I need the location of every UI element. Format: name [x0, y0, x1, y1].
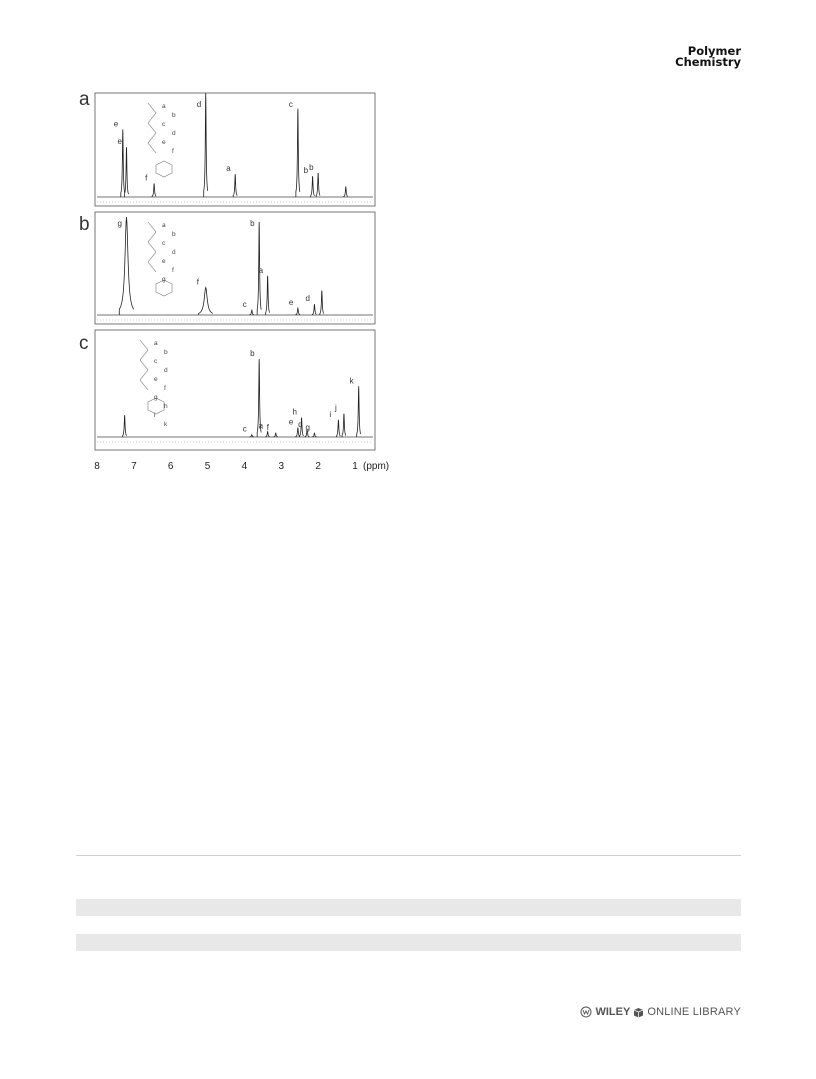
- panel-letter-a: a: [79, 89, 90, 110]
- structure-label-d: d: [172, 249, 176, 256]
- structure-backbone: [140, 340, 148, 390]
- axis-tick-7: 7: [131, 461, 137, 472]
- structure-label-c: c: [162, 240, 166, 247]
- spectrum-peak: [233, 174, 237, 197]
- structure-label-f: f: [164, 385, 166, 392]
- peak-label-a: a: [258, 265, 264, 275]
- spectrum-peak: [296, 109, 300, 197]
- spectrum-peak: [274, 433, 278, 437]
- structure-label-k: k: [164, 421, 168, 428]
- peak-label-b: b: [303, 166, 309, 176]
- peak-label-f: f: [266, 423, 269, 433]
- peak-label-a: a: [226, 164, 231, 174]
- structure-label-b: b: [172, 112, 176, 119]
- peak-label-c: c: [242, 424, 247, 434]
- panel-letter-c: c: [79, 333, 89, 354]
- peak-label-d: d: [196, 100, 202, 109]
- spectrum-peak: [250, 435, 254, 437]
- peak-label-f: f: [145, 173, 148, 183]
- structure-label-b: b: [164, 349, 168, 356]
- axis-tick-8: 8: [94, 461, 100, 472]
- spectrum-peak: [204, 93, 208, 197]
- peak-label-k: k: [349, 376, 354, 386]
- structure-label-e: e: [162, 258, 166, 265]
- section-divider: [76, 855, 741, 856]
- spectrum-peak: [316, 173, 320, 197]
- structure-label-g: g: [162, 276, 166, 283]
- structure-label-f: f: [172, 267, 174, 274]
- spectrum-peak: [266, 276, 270, 315]
- spectrum-frame: [95, 93, 375, 206]
- journal-name-line2: Chemistry: [675, 55, 741, 69]
- peak-label-a: a: [258, 421, 264, 431]
- axis-unit-label: (ppm): [363, 461, 390, 472]
- peak-label-b: b: [250, 349, 255, 358]
- axis-tick-2: 2: [315, 461, 321, 472]
- structure-label-e: e: [154, 376, 158, 383]
- spectrum-peak: [344, 187, 348, 197]
- journal-name-line1: Polymer: [687, 44, 741, 58]
- library-cube-icon: [633, 1007, 644, 1018]
- structure-label-a: a: [162, 222, 166, 229]
- structure-ring: [156, 161, 172, 177]
- peak-label-j: j: [334, 403, 337, 413]
- spectrum-peak: [296, 308, 300, 315]
- structure-label-c: c: [162, 121, 166, 128]
- peak-label-e: e: [113, 119, 119, 129]
- ad-placeholder-bar: [76, 899, 741, 916]
- structure-label-a: a: [154, 340, 158, 347]
- ad-placeholder-bar: [76, 934, 741, 951]
- peak-label-e: e: [288, 298, 294, 308]
- structure-label-a: a: [162, 103, 166, 110]
- axis-tick-4: 4: [241, 461, 248, 472]
- structure-label-c: c: [154, 358, 158, 365]
- peak-label-e: e: [288, 417, 294, 427]
- spectrum-peak: [266, 432, 270, 437]
- spectrum-frame: [95, 212, 375, 324]
- spectrum-peak: [342, 414, 346, 437]
- axis-tick-6: 6: [167, 461, 174, 472]
- axis-tick-1: 1: [352, 461, 358, 472]
- peak-label-e: e: [117, 137, 122, 147]
- spectrum-peak: [320, 291, 324, 316]
- structure-backbone: [148, 222, 156, 272]
- spectrum-peak: [123, 415, 127, 437]
- peak-label-i: i: [329, 409, 332, 419]
- peak-label-g: g: [305, 423, 310, 433]
- structure-label-i: i: [154, 412, 156, 419]
- structure-label-h: h: [164, 403, 168, 410]
- peak-label-f: f: [196, 277, 199, 287]
- spectrum-peak: [312, 304, 316, 315]
- peak-label-b: b: [309, 163, 314, 173]
- wiley-online-library-logo[interactable]: [580, 1006, 741, 1018]
- structure-backbone: [148, 103, 156, 153]
- spectrum-peak: [250, 310, 254, 315]
- online-library-text: ONLINE LIBRARY: [647, 1006, 741, 1018]
- spectrum-peak: [312, 433, 316, 437]
- axis-tick-3: 3: [278, 461, 285, 472]
- peak-label-d: d: [298, 419, 303, 429]
- structure-label-d: d: [172, 130, 176, 137]
- peak-label-d: d: [305, 294, 310, 304]
- peak-label-c: c: [242, 300, 247, 310]
- spectrum-peak: [357, 386, 361, 437]
- panel-letter-b: b: [79, 214, 90, 235]
- peak-label-g: g: [117, 219, 122, 228]
- structure-label-d: d: [164, 367, 168, 374]
- nmr-spectra-figure: [0, 0, 816, 480]
- spectrum-peak: [199, 288, 213, 315]
- structure-label-g: g: [154, 394, 158, 401]
- peak-label-h: h: [292, 407, 298, 417]
- spectrum-peak: [336, 420, 340, 437]
- spectrum-frame: [95, 330, 375, 450]
- structure-label-b: b: [172, 231, 176, 238]
- spectrum-peak: [311, 176, 315, 197]
- peak-label-c: c: [288, 100, 293, 109]
- peak-label-b: b: [250, 219, 255, 228]
- spectrum-peak: [152, 183, 156, 197]
- spectrum-peak: [119, 217, 133, 315]
- wiley-brand: WILEY: [595, 1006, 631, 1018]
- spectrum-peak: [124, 147, 128, 197]
- wiley-seal-icon: [580, 1006, 592, 1018]
- structure-label-e: e: [162, 139, 166, 146]
- structure-label-f: f: [172, 148, 174, 155]
- axis-tick-5: 5: [204, 461, 211, 472]
